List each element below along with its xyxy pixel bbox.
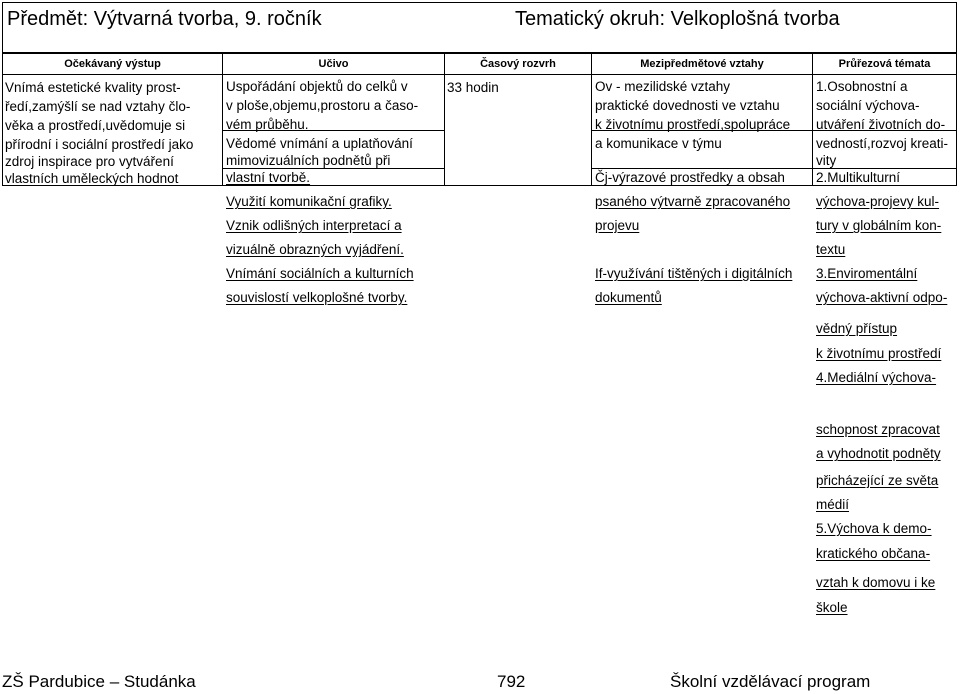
subject-title: Předmět: Výtvarná tvorba, 9. ročník [7, 8, 322, 30]
relations-line: If-využívání tištěných i digitálních [595, 266, 793, 281]
themes-line: výchova-aktivní odpo- [816, 290, 948, 305]
curriculum-line: Vědomé vnímání a uplatňování [226, 136, 413, 151]
themes-line: a vyhodnotit podněty [816, 446, 941, 461]
relations-line: Ov - mezilidské vztahy [595, 79, 731, 94]
themes-line: médií [816, 497, 850, 512]
outcome-line: vlastních uměleckých hodnot [5, 171, 179, 186]
themes-line: vedností,rozvoj kreati- [816, 136, 949, 151]
curriculum-line: Vnímání sociálních a kulturních [226, 266, 414, 281]
outcome-line: ředí,zamýšlí se nad vztahy člo- [5, 99, 191, 114]
document-header [2, 2, 957, 53]
themes-line: přicházející ze světa [816, 473, 939, 488]
relations-line: a komunikace v týmu [595, 136, 722, 151]
column-header-relations: Mezipředmětové vztahy [591, 53, 813, 75]
themes-line: sociální výchova- [816, 98, 920, 113]
curriculum-line: Uspořádání objektů do celků v [226, 79, 408, 94]
time-cell [444, 74, 592, 186]
themes-line: 2.Multikulturní [816, 170, 901, 185]
curriculum-line: vlastní tvorbě. [226, 170, 311, 185]
outcome-line: věka a prostředí,uvědomuje si [5, 118, 186, 133]
themes-line: 5.Výchova k demo- [816, 521, 932, 536]
footer-school: ZŠ Pardubice – Studánka [2, 672, 196, 691]
curriculum-line: souvislostí velkoplošné tvorby. [226, 290, 408, 305]
row-divider [222, 185, 957, 186]
themes-line: kratického občana- [816, 546, 931, 561]
themes-line: 3.Enviromentální [816, 266, 918, 281]
column-header-themes: Průřezová témata [812, 53, 957, 75]
curriculum-line: Vznik odlišných interpretací a [226, 218, 402, 233]
curriculum-line: mimovizuálních podnětů při [226, 153, 391, 168]
themes-line: vztah k domovu i ke [816, 575, 936, 590]
topic-title: Tematický okruh: Velkoplošná tvorba [515, 8, 840, 30]
themes-line: tury v globálním kon- [816, 218, 942, 233]
relations-line: praktické dovednosti ve vztahu [595, 98, 780, 113]
footer-program: Školní vzdělávací program [670, 672, 871, 691]
themes-line: výchova-projevy kul- [816, 194, 940, 209]
relations-line: dokumentů [595, 290, 662, 305]
relations-line: k životnímu prostředí,spolupráce [595, 117, 791, 132]
time-value: 33 hodin [447, 80, 499, 95]
relations-line: Čj-výrazové prostředky a obsah [595, 170, 785, 185]
column-header-time: Časový rozvrh [444, 53, 592, 75]
themes-line: 4.Mediální výchova- [816, 370, 937, 385]
row-divider [591, 168, 957, 169]
themes-line: vity [816, 153, 837, 168]
themes-line: vědný přístup [816, 321, 898, 336]
curriculum-line: v ploše,objemu,prostoru a časo- [226, 98, 419, 113]
column-header-curriculum: Učivo [222, 53, 445, 75]
themes-line: utváření životních do- [816, 117, 946, 132]
curriculum-line: Využití komunikační grafiky. [226, 194, 392, 209]
themes-line: textu [816, 242, 846, 257]
column-header-outcome: Očekávaný výstup [2, 53, 223, 75]
outcome-line: zdroj inspirace pro vytváření [5, 154, 174, 169]
themes-line: k životnímu prostředí [816, 346, 942, 361]
themes-line: škole [816, 600, 848, 615]
curriculum-line: vizuálně obrazných vyjádření. [226, 242, 404, 257]
relations-line: psaného výtvarně zpracovaného [595, 194, 791, 209]
outcome-line: přírodní i sociální prostředí jako [5, 137, 194, 152]
outcome-line: Vnímá estetické kvality prost- [5, 80, 181, 95]
page-number: 792 [497, 672, 526, 691]
row-divider [222, 168, 445, 169]
outcome-cell [2, 74, 223, 186]
relations-line: projevu [595, 218, 640, 233]
themes-line: schopnost zpracovat [816, 422, 940, 437]
curriculum-line: vém průběhu. [226, 117, 309, 132]
themes-line: 1.Osobnostní a [816, 79, 908, 94]
